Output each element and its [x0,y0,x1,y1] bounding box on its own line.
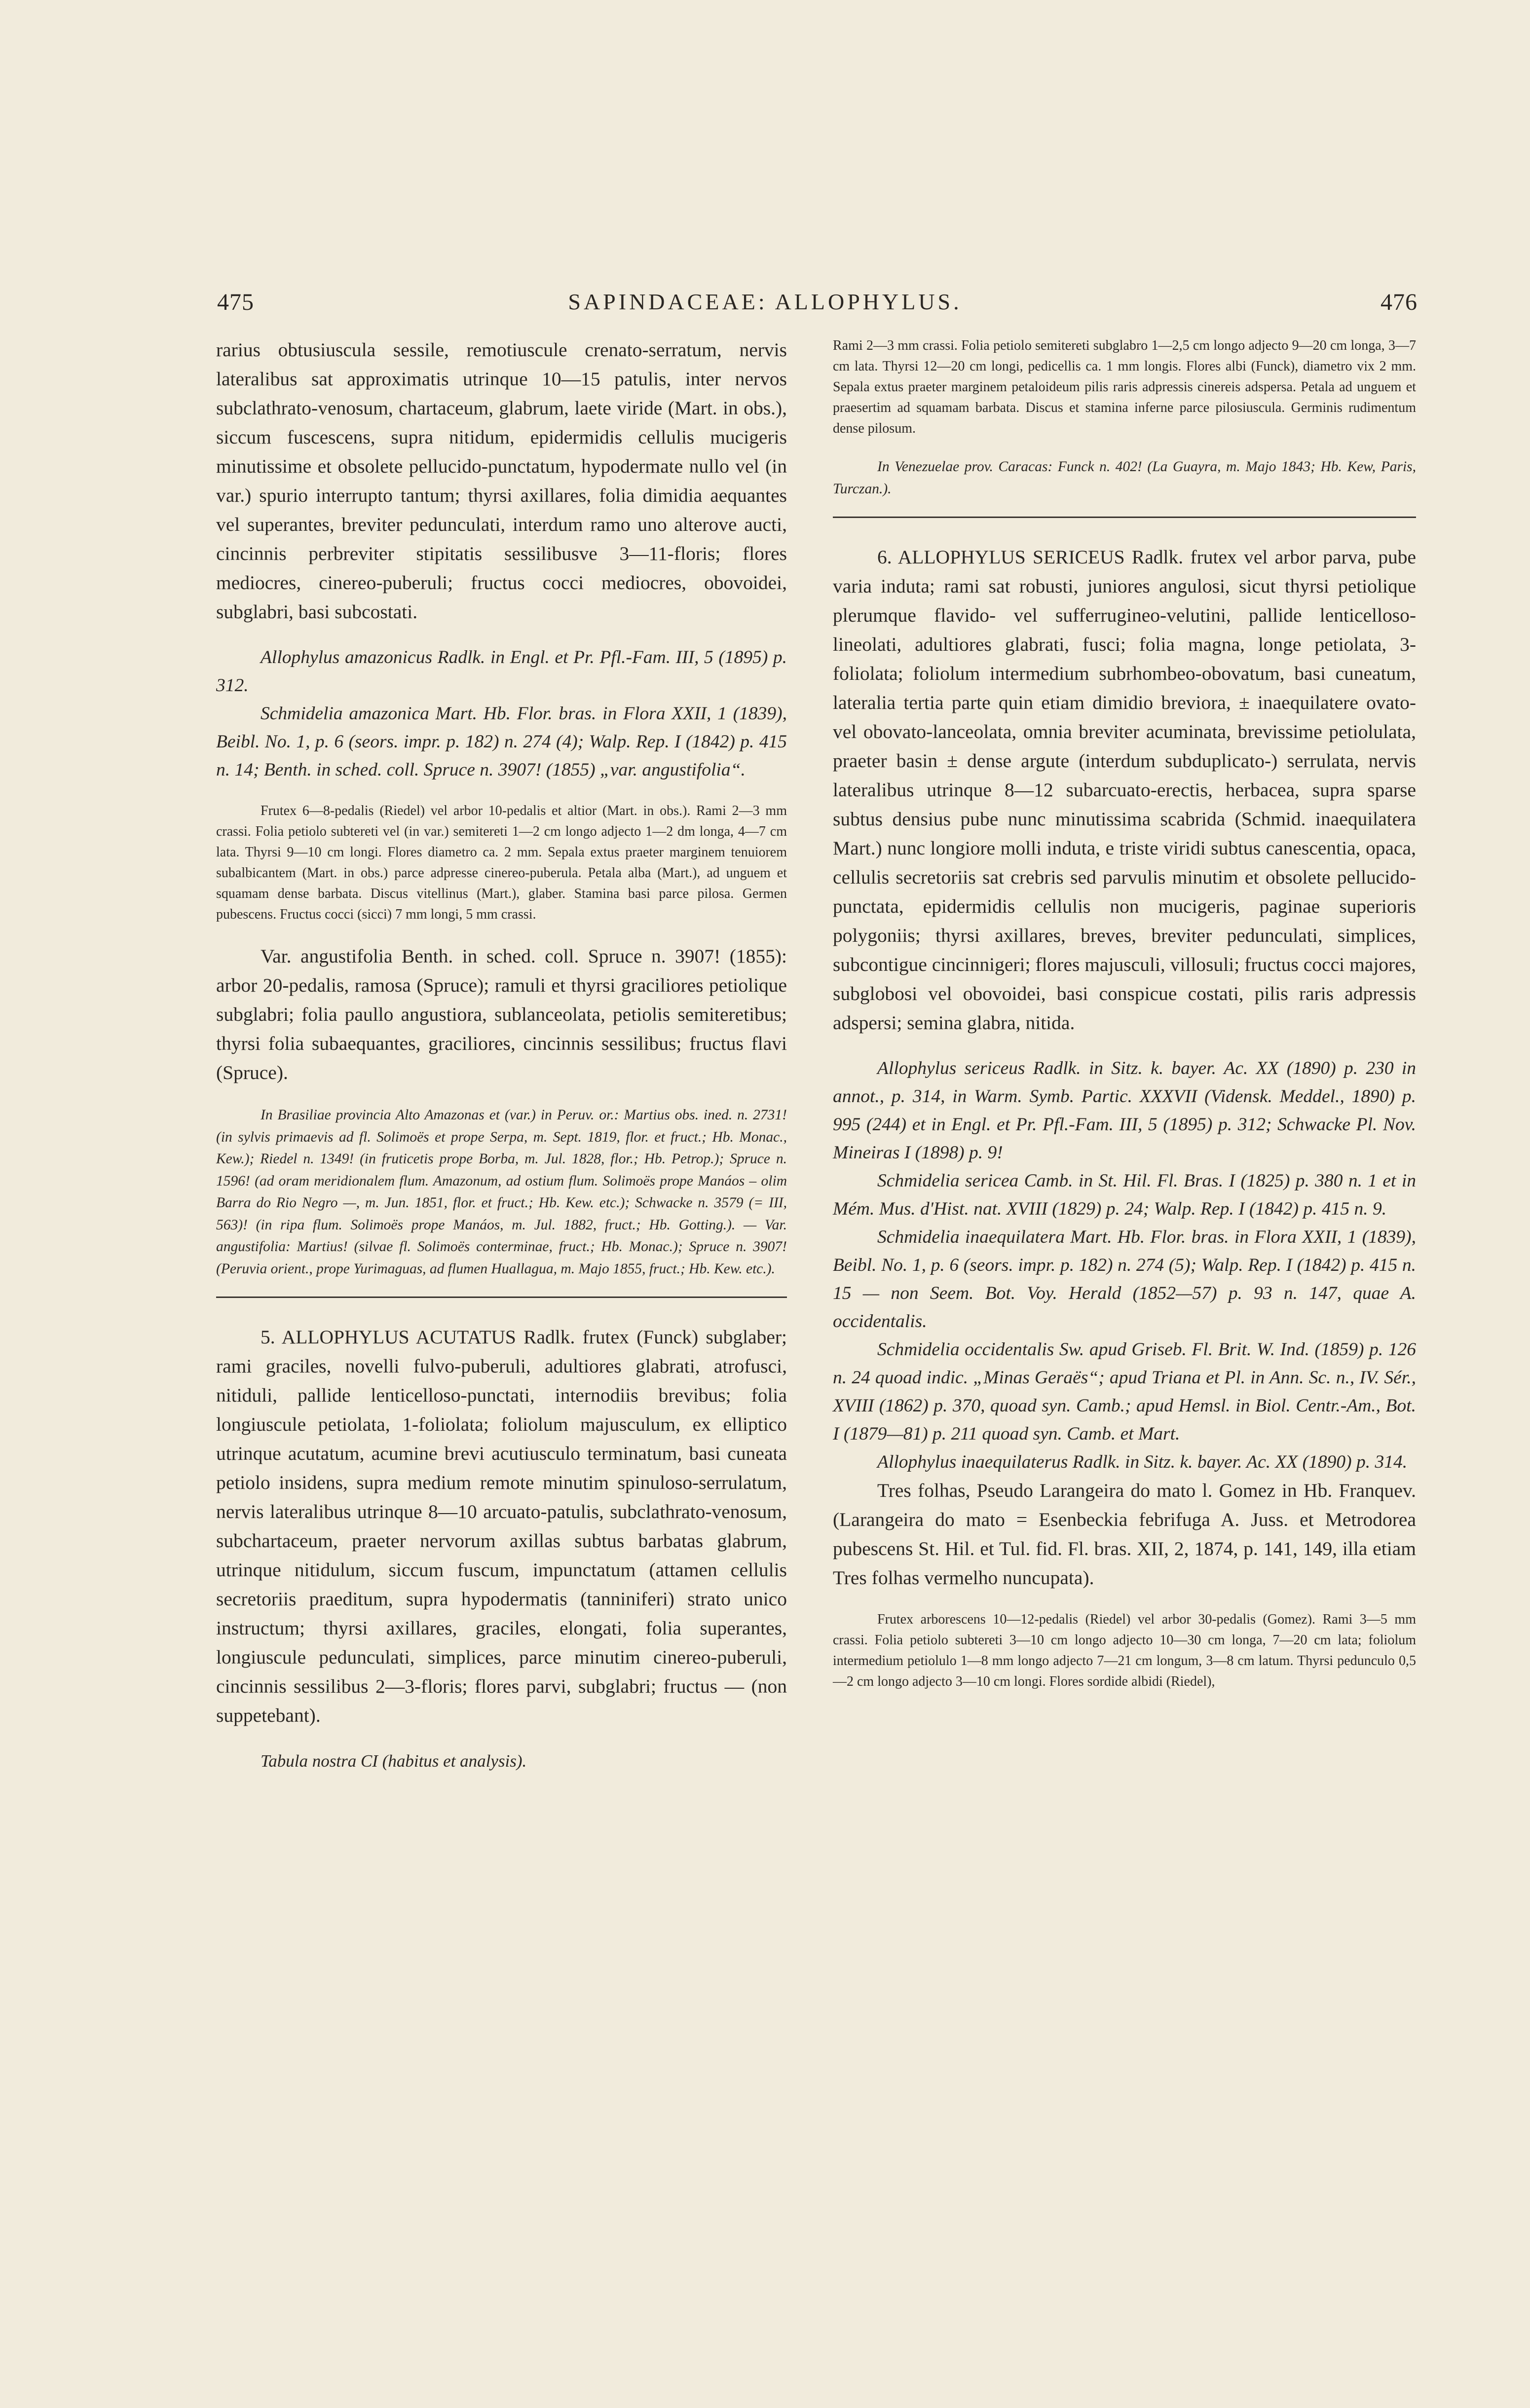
reference-schmidelia-inaequilatera: Schmidelia inaequilatera Mart. Hb. Flor. bras. in Flora XXII, 1 (1839), Beibl. No. 1, p. 6 (seors. impr. p. 182) n. 274 (5); Walp. Rep. I (1842) p. 415 n. 15 — non Seem. Bot. Voy. Herald (1852—57) p. 93 n. 147, quae A. occidentalis. [833,1227,1416,1332]
reference-allophylus-inaequilaterus: Allophylus inaequilaterus Radlk. in Sitz. k. bayer. Ac. XX (1890) p. 314. [877,1452,1408,1472]
running-title: SAPINDACEAE: ALLOPHYLUS. [568,289,962,314]
acutatus-detailed-description: Rami 2—3 mm crassi. Folia petiolo semitereti subglabro 1—2,5 cm longo adjecto 9—20 cm longa, 3—7 cm lata. Thyrsi 12—20 cm longi, pedicellis ca. 1 mm longis. Flores albi (Funck), diametro vix 2 mm. Sepala extus praeter marginem petaloideum pilis raris adpressis cinereis adspersa. Petala ad unguem et praesertim ad squamam barbata. Discus et stamina inferne parce pilosiuscula. Germinis rudimentum dense pilosum. [833,338,1416,436]
left-description-continued: rarius obtusiuscula sessile, remotiuscule crenato-serratum, nervis lateralibus sat approximatis utrinque 10—15 patulis, inter nervos subclathrato-venosum, chartaceum, glabrum, laete viride (Mart. in obs.), siccum fuscescens, supra nitidum, epidermidis cellulis mucigeris minutissime et obsolete pellucido-punctatum, hypodermate nullo vel (in var.) spurio interrupto tantum; thyrsi axillares, folia dimidia aequantes vel superantes, breviter pedunculati, interdum ramo uno alterove aucti, cincinnis perbreviter stipitatis sessilibusve 3—11-floris; flores mediocres, cinereo-puberuli; fructus cocci mediocres, obovoidei, subglabri, basi subcostati. [216,339,787,623]
sericeus-detailed-description: Frutex arborescens 10—12-pedalis (Riedel) vel arbor 30-pedalis (Gomez). Rami 3—5 mm crassi. Folia petiolo subtereti 3—10 cm longo adjecto 10—30 cm longa, 7—20 cm lata; foliolum intermedium petiolulo 1—8 mm longo adjecto 7—21 cm longum, 3—8 cm latum. Thyrsi pedunculo 0,5—2 cm longo adjecto 3—10 cm longi. Flores sordide albidi (Riedel), [833,1612,1416,1689]
left-column [216,335,787,1775]
reference-schmidelia-amazonica: Schmidelia amazonica Mart. Hb. Flor. bras. in Flora XXII, 1 (1839), Beibl. No. 1, p. 6 (seors. impr. p. 182) n. 274 (4); Walp. Rep. I (1842) p. 415 n. 14; Benth. in sched. coll. Spruce n. 3907! (1855) „var. angustifolia“. [216,704,787,780]
left-detailed-description: Frutex 6—8-pedalis (Riedel) vel arbor 10-pedalis et altior (Mart. in obs.). Rami 2—3 mm crassi. Folia petiolo subtereti vel (in var.) semitereti 1—2 cm longo adjecto 1—2 dm longa, 4—7 cm lata. Thyrsi 9—10 cm longi. Flores diametro ca. 2 mm. Sepala extus praeter marginem tenuiorem subalbicantem (Mart. in obs.) parce adpresse cinereo-puberula. Petala alba (Mart.), ad unguem et squamam dense barbata. Discus vitellinus (Mart.), glaber. Stamina basi parce pilosa. Germen pubescens. Fructus cocci (sicci) 7 mm longi, 5 mm crassi. [216,803,787,922]
page-number-left: 475 [217,289,254,315]
vernacular-names: Tres folhas, Pseudo Larangeira do mato l. Gomez in Hb. Franquev. (Larangeira do mato = Esenbeckia febrifuga A. Juss. et Metrodorea pubescens St. Hil. et Tul. fid. Fl. bras. XII, 2, 1874, p. 141, 149, illa etiam Tres folhas vermelho nuncupata). [833,1480,1416,1589]
section-divider [216,1297,787,1298]
section-divider-right [833,517,1416,518]
page-number-right: 476 [1381,289,1418,315]
acutatus-locality: In Venezuelae prov. Caracas: Funck n. 402! (La Guayra, m. Majo 1843; Hb. Kew, Paris, Turczan.). [833,459,1416,497]
reference-allophylus-amazonicus: Allophylus amazonicus Radlk. in Engl. et Pr. Pfl.-Fam. III, 5 (1895) p. 312. [216,647,787,696]
reference-schmidelia-occidentalis: Schmidelia occidentalis Sw. apud Griseb. Fl. Brit. W. Ind. (1859) p. 126 n. 24 quoad indic. „Minas Geraës“; apud Triana et Pl. in Ann. Sc. n., IV. Sér., XVIII (1862) p. 370, quoad syn. Camb.; apud Hemsl. in Biol. Centr.-Am., Bot. I (1879—81) p. 211 quoad syn. Camb. et Mart. [833,1339,1416,1444]
variety-angustifolia: Var. angustifolia Benth. in sched. coll. Spruce n. 3907! (1855): arbor 20-pedalis, ramosa (Spruce); ramuli et thyrsi graciliores petiolique subglabri; folia paullo angustiora, sublanceolata, petiolis semiteretibus; thyrsi folia subaequantes, graciliores, cincinnis sessilibus; fructus flavi (Spruce). [216,945,787,1083]
page-header [0,289,1530,318]
reference-schmidelia-sericea: Schmidelia sericea Camb. in St. Hil. Fl. Bras. I (1825) p. 380 n. 1 et in Mém. Mus. d'Hist. nat. XVIII (1829) p. 24; Walp. Rep. I (1842) p. 415 n. 9. [833,1171,1416,1219]
plate-reference: Tabula nostra CI (habitus et analysis). [261,1751,527,1771]
species-5-allophylus-acutatus: 5. ALLOPHYLUS ACUTATUS Radlk. frutex (Funck) subglaber; rami graciles, novelli fulvo-puberuli, adultiores glabrati, atrofusci, nitiduli, pallide lenticelloso-punctati, internodiis brevibus; folia longiuscule petiolata, 1-foliolata; foliolum majusculum, ex elliptico utrinque acutatum, acumine brevi acutiusculo terminatum, basi cuneata petiolo insidens, supra medium remote minutim spinuloso-serrulatum, nervis lateralibus utrinque 8—10 arcuato-patulis, subclathrato-venosum, subchartaceum, praeter nervorum axillas subtus barbatas glabrum, utrinque nitidulum, siccum fuscum, impunctatum (attamen cellulis secretoriis praeditum, supra hypodermatis (tanniniferi) strato unico instructum; thyrsi axillares, graciles, elongati, folia superantes, longiuscule pedunculati, simplices, parce minutim cinereo-puberuli, cincinnis sessilibus 2—3-floris; flores parvi, subglabri; fructus — (non suppetebant). [216,1326,787,1726]
right-column [833,335,1416,1692]
reference-allophylus-sericeus: Allophylus sericeus Radlk. in Sitz. k. bayer. Ac. XX (1890) p. 230 in annot., p. 314, in Warm. Symb. Partic. XXXVII (Vidensk. Meddel., 1890) p. 995 (244) et in Engl. et Pr. Pfl.-Fam. III, 5 (1895) p. 312; Schwacke Pl. Nov. Mineiras I (1898) p. 9! [833,1058,1416,1163]
species-6-allophylus-sericeus: 6. ALLOPHYLUS SERICEUS Radlk. frutex vel arbor parva, pube varia induta; rami sat robusti, juniores angulosi, sicut thyrsi petiolique plerumque flavido- vel sufferrugineo-velutini, pallide lenticelloso-lineolati, adultiores glabrati, fusci; folia magna, longe petiolata, 3-foliolata; foliolum intermedium subrhombeo-obovatum, basi cuneatum, lateralia tertia parte quin etiam dimidio breviora, ± inaequilatere ovato- vel obovato-lanceolata, omnia breviter acuminata, brevissime petiolulata, praeter basin ± dense argute (interdum subduplicato-) serrulata, nervis lateralibus utrinque 8—12 subarcuato-erectis, herbacea, supra sparse subtus densius pube nunc minutissima scabrida (Schmid. inaequilatera Mart.) nunc longiore molli induta, e triste viridi subtus canescentia, opaca, cellulis secretoriis sat crebris sed parvulis minutim et obsolete pellucido-punctata, epidermidis cellulis non mucigeris, paginae superioris polygoniis; thyrsi axillares, breves, breviter pedunculati, simplices, subcontigue cincinnigeri; flores majusculi, villosuli; fructus cocci majores, subglobosi vel obovoidei, basi conspicue costati, pilis raris adpressis adspersi; semina glabra, nitida. [833,546,1416,1034]
locality-citations-amazonicus: In Brasiliae provincia Alto Amazonas et (var.) in Peruv. or.: Martius obs. ined. n. 2731! (in sylvis primaevis ad fl. Solimoës et prope Serpa, m. Sept. 1819, flor. et fruct.; Hb. Monac., Kew.); Riedel n. 1349! (in fruticetis prope Borba, m. Jul. 1828, flor.; Hb. Petrop.); Spruce n. 1596! (ad oram meridionalem flum. Amazonum, ad ostium flum. Solimoës prope Manáos – olim Barra do Rio Negro —, m. Jun. 1851, flor. et fruct.; Hb. Kew. etc.); Schwacke n. 3579 (= III, 563)! (in ripa flum. Solimoës prope Manáos, m. Jul. 1882, fruct.; Hb. Gotting.). — Var. angustifolia: Martius! (silvae fl. Solimoës conterminae, fruct.; Hb. Monac.); Spruce n. 3907! (Peruvia orient., prope Yurimaguas, ad flumen Huallagua, m. Majo 1855, fruct.; Hb. Kew. etc.). [216,1107,787,1277]
